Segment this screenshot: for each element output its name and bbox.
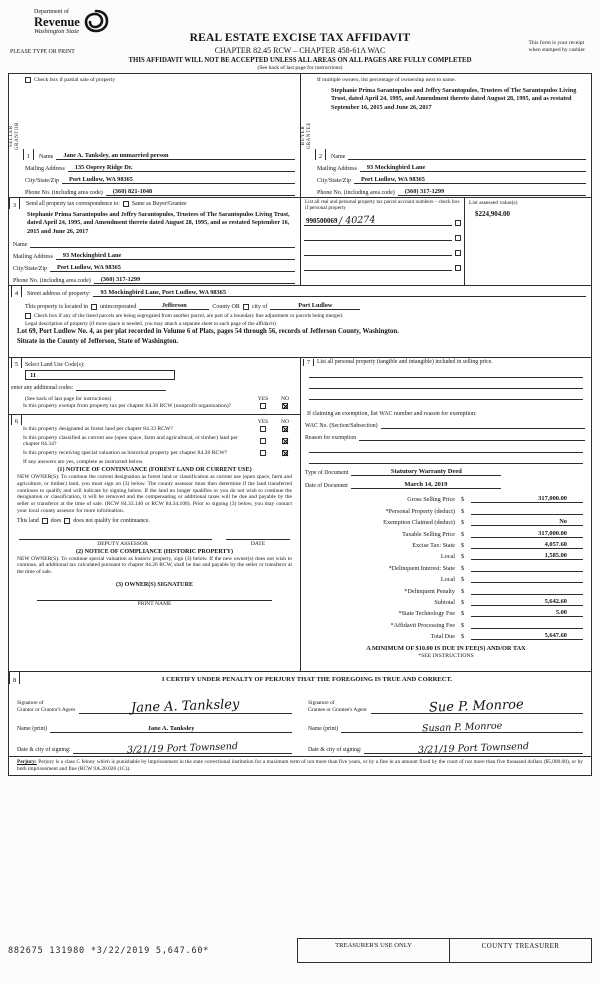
sections-5-6-7 xyxy=(9,358,591,672)
gross-selling-price-row xyxy=(301,492,591,503)
grantor-date-city-field[interactable] xyxy=(73,741,292,756)
correspondence-name-label: Name xyxy=(13,242,28,248)
section-3 xyxy=(9,198,591,286)
section-5 xyxy=(9,358,300,415)
current-use-no-checkbox[interactable] xyxy=(282,438,288,444)
grantee-word: GRANTEE xyxy=(307,121,312,150)
doc-date-row xyxy=(301,477,591,490)
segregated-checkbox[interactable] xyxy=(25,313,31,319)
seller-fields xyxy=(21,74,300,197)
does-not-label: does not qualify for continuance. xyxy=(73,517,150,524)
current-use-question-row xyxy=(9,434,300,449)
total-due-row xyxy=(301,629,591,640)
parcel-personal-checkbox-1[interactable] xyxy=(455,220,461,226)
excise-tax-local-row xyxy=(301,549,591,560)
grantor-name-print-cell xyxy=(9,714,300,733)
seller-grantor-vertical-label xyxy=(9,122,21,150)
same-as-buyer-checkbox[interactable] xyxy=(123,201,129,207)
wac-label: WAC No. (Section/Subsection) xyxy=(305,423,378,429)
notice-continuance-title: (1) NOTICE OF CONTINUANCE (FOREST LAND OR CURRENT USE) xyxy=(57,467,252,474)
parcel-personal-checkbox-4[interactable] xyxy=(455,265,461,271)
doc-type-row xyxy=(301,464,591,477)
seller-name-row xyxy=(21,149,300,161)
section-5-number: 5 xyxy=(11,358,22,368)
doc-date-field[interactable]: March 14, 2019 xyxy=(351,481,501,489)
exempt-question-text: Is this property exempt from property tax per chapter 84.36 RCW (nonprofit organization)? xyxy=(23,403,232,409)
county-or-label: County OR xyxy=(212,304,240,310)
grantee-name-print-cell xyxy=(300,714,591,733)
delinquent-penalty-field[interactable] xyxy=(471,594,583,595)
personal-property-line-1[interactable] xyxy=(309,367,583,378)
state-technology-fee-row xyxy=(301,606,591,617)
seller-phone-row xyxy=(21,185,300,197)
parties-section xyxy=(9,74,591,198)
dollar-sign: $ xyxy=(461,576,465,584)
correspondence-name-field[interactable] xyxy=(30,247,295,248)
dollar-sign: $ xyxy=(461,633,465,641)
correspondence-mailing-field[interactable]: 93 Mockingbird Lane xyxy=(56,252,295,260)
section-1-number: 1 xyxy=(23,149,34,160)
land-use-row xyxy=(9,358,300,369)
seller-mailing-row xyxy=(21,161,300,173)
grantor-name-print-value: Jane A. Tanksley xyxy=(147,725,195,732)
forest-question-row xyxy=(9,425,300,434)
correspondence-mailing-row xyxy=(9,249,300,261)
gross-selling-price-label: Gross Selling Price xyxy=(407,496,455,504)
reason-field[interactable] xyxy=(359,433,585,441)
unincorporated-label: unincorporated xyxy=(100,304,137,310)
date-city-row xyxy=(9,733,591,754)
minimum-fee-note: A MINIMUM OF $10.00 IS DUE IN FEE(S) AND/OR TAX xyxy=(366,645,526,653)
buyer-city-label: City/State/Zip xyxy=(317,178,351,184)
subtotal-row xyxy=(301,595,591,606)
section-8 xyxy=(9,672,591,756)
additional-codes-field[interactable] xyxy=(76,383,166,391)
parcel-personal-checkbox-3[interactable] xyxy=(455,250,461,256)
doc-date-label: Date of Document xyxy=(305,483,348,489)
dollar-sign: $ xyxy=(461,530,465,538)
forest-no-checkbox[interactable] xyxy=(282,426,288,432)
correspondence-city-label: City/State/Zip xyxy=(13,266,47,272)
seller-word: SELLER xyxy=(9,124,14,147)
affidavit-form-body xyxy=(8,73,592,776)
exempt-question-row xyxy=(9,402,300,411)
assessed-values-panel xyxy=(465,198,591,285)
seller-phone-label: Phone No. (including area code) xyxy=(25,190,103,196)
correspondence-label: Send all property tax correspondence to: xyxy=(26,200,120,207)
personal-property-deduct-row xyxy=(301,503,591,514)
seller-city-label: City/State/Zip xyxy=(25,178,59,184)
buyer-phone-field[interactable]: (360) 317-1299 xyxy=(398,188,586,196)
parcel-row-3 xyxy=(304,241,461,256)
form-header xyxy=(0,0,600,73)
buyer-name-row xyxy=(313,149,591,161)
affidavit-processing-fee-field[interactable] xyxy=(471,628,583,629)
section-7 xyxy=(301,358,591,671)
dollar-sign: $ xyxy=(461,621,465,629)
correspondence-phone-label: Phone No. (including area code) xyxy=(13,278,91,284)
bottom-strip xyxy=(8,938,592,963)
grantor-date-city-cell xyxy=(9,733,300,754)
reason-line-3[interactable] xyxy=(309,453,583,464)
buyer-city-field[interactable]: Port Ludlow, WA 98365 xyxy=(354,176,586,184)
correspondence-header-row xyxy=(9,198,300,209)
delinquent-penalty-row xyxy=(301,583,591,594)
gross-selling-price-field[interactable]: 317,000.00 xyxy=(471,495,583,503)
section-6 xyxy=(9,415,300,671)
grantor-agent-label: Grantor or Grantor's Agent xyxy=(17,706,76,713)
section-4 xyxy=(9,286,591,358)
city-of-checkbox[interactable] xyxy=(243,304,249,310)
seller-name-field[interactable]: Jane A. Tanksley, an unmarried person xyxy=(56,152,295,160)
grantee-name-print-value: Susan P. Monroe xyxy=(421,720,503,735)
forest-question-text: Is this property designated as forest land per chapter 84.33 RCW? xyxy=(23,426,173,432)
this-land-label: This land xyxy=(17,517,39,524)
buyer-word: BUYER xyxy=(301,125,306,146)
delinquent-interest-state-field[interactable] xyxy=(471,571,583,572)
treasurer-strip xyxy=(297,938,592,963)
form-title: REAL ESTATE EXCISE TAX AFFIDAVIT xyxy=(189,32,411,44)
delinquent-interest-local-field[interactable] xyxy=(471,582,583,583)
subtotal-label: Subtotal xyxy=(434,598,455,606)
delinquent-interest-local-label: Local xyxy=(440,576,455,584)
land-does-not-checkbox[interactable] xyxy=(64,518,70,524)
signature-of-label: Signature of xyxy=(308,700,335,707)
current-use-yes-checkbox[interactable] xyxy=(260,438,266,444)
buyer-phone-row xyxy=(313,185,591,197)
parcel-numbers-panel xyxy=(301,198,465,285)
personal-property-deduct-label: *Personal Property (deduct) xyxy=(385,507,455,515)
name-print-row xyxy=(9,714,591,733)
correspondence-name-printed: Stephanie Prima Sarantopulos and Jeffry Sarantopulos, Trustees of The Sarantopulos Living Trust, dated April 24, 1995, and Amendment thereto dated August 28, 1995, and as restated September 16, 2015 and June 26, 2017 xyxy=(27,211,290,235)
delinquent-interest-state-row xyxy=(301,560,591,571)
buyer-grantee-vertical-label xyxy=(301,122,313,149)
historic-question-text: Is this property receiving special valuation as historical property per chapter 84.26 RCW? xyxy=(23,449,228,456)
street-address-field[interactable]: 93 Mockingbird Lane, Port Ludlow, WA 98365 xyxy=(93,289,586,297)
dollar-sign: $ xyxy=(461,507,465,515)
reason-line-2[interactable] xyxy=(309,442,583,453)
dor-logo xyxy=(34,9,109,35)
signature-of-label: Signature of xyxy=(17,700,44,707)
name-print-label: Name (print) xyxy=(17,726,48,732)
multiple-owners-label: If multiple owners, list percentage of ownership next to name. xyxy=(317,76,457,83)
parcel-row-2 xyxy=(304,226,461,241)
affidavit-processing-fee-row xyxy=(301,617,591,628)
land-use-code-field[interactable]: 11 xyxy=(25,370,175,380)
parcel-personal-checkbox-2[interactable] xyxy=(455,235,461,241)
seller-city-field[interactable]: Port Ludlow, WA 98365 xyxy=(62,176,295,184)
section-7-number: 7 xyxy=(303,359,314,366)
grantor-signature-field[interactable] xyxy=(79,697,292,716)
cashier-stamp: 882675 131980 *3/22/2019 5,647.60* xyxy=(8,945,210,956)
property-location-row xyxy=(9,298,591,311)
parcel-number-field-4[interactable] xyxy=(304,270,452,271)
grantee-signature-field[interactable] xyxy=(371,697,583,716)
subtotal-field[interactable]: 5,642.60 xyxy=(471,598,583,606)
name-print-label: Name (print) xyxy=(308,726,339,732)
dollar-sign: $ xyxy=(461,496,465,504)
buyer-side-column xyxy=(301,74,313,197)
correspondence-name-row xyxy=(9,237,300,249)
correspondence-mailing-label: Mailing Address xyxy=(13,254,53,260)
certify-statement: I CERTIFY UNDER PENALTY OF PERJURY THAT THE FOREGOING IS TRUE AND CORRECT. xyxy=(161,676,453,683)
exempt-no-checkbox[interactable] xyxy=(282,403,288,409)
parcel-number-typed: 990500069 xyxy=(306,217,338,226)
dollar-sign: $ xyxy=(461,541,465,549)
taxable-selling-price-row xyxy=(301,526,591,537)
grantee-date-city-cell xyxy=(300,733,591,754)
parcel-row-4 xyxy=(304,256,461,271)
assessor-signature-lines xyxy=(9,524,300,540)
section-4-number: 4 xyxy=(11,286,22,297)
historic-yes-checkbox[interactable] xyxy=(260,450,266,456)
seller-name-label: Name xyxy=(39,154,54,160)
unincorporated-checkbox[interactable] xyxy=(91,304,97,310)
exemption-claimed-field[interactable]: No xyxy=(471,518,583,526)
street-address-row xyxy=(9,286,591,298)
state-technology-fee-label: *State Technology Fee xyxy=(398,610,455,618)
logo-state-line: Washington State xyxy=(34,27,80,35)
multiple-owners-row xyxy=(313,74,591,85)
county-treasurer-cell: COUNTY TREASURER xyxy=(481,942,560,950)
owners-signature-label: (3) OWNER(S) SIGNATURE xyxy=(115,581,194,588)
seller-mailing-label: Mailing Address xyxy=(25,166,65,172)
exempt-yes-checkbox[interactable] xyxy=(260,403,266,409)
buyer-name-printed: Stephanie Prima Sarantopulos and Jeffry Sarantopulos, Trustees of The Sarantopulos Living Trust, dated April 24, 1995, and Amendment thereto dated August 28, 1995, and as restated September 16, 2015 and June 26, 2017 xyxy=(331,87,577,111)
grantor-word: GRANTOR xyxy=(15,121,20,150)
street-address-label: Street address of property: xyxy=(27,291,91,297)
section-3-number: 3 xyxy=(9,198,20,209)
buyer-phone-label: Phone No. (including area code) xyxy=(317,190,395,196)
seller-phone-field[interactable]: (360) 821-1048 xyxy=(106,188,295,196)
buyer-name-label: Name xyxy=(331,154,346,160)
perjury-clause xyxy=(9,756,591,775)
taxable-selling-price-label: Taxable Selling Price xyxy=(402,530,455,538)
reason-row xyxy=(301,430,591,442)
additional-codes-row xyxy=(9,381,300,392)
assessor-line-labels xyxy=(9,540,300,547)
total-due-field[interactable]: 5,647.60 xyxy=(471,632,583,640)
receipt-note-line1: This form is your receipt xyxy=(528,40,585,46)
yes-header-6: YES xyxy=(257,419,269,425)
partial-sale-checkbox[interactable] xyxy=(25,77,31,83)
seller-side-column xyxy=(9,74,21,197)
assessed-value: $224,904.00 xyxy=(475,210,510,218)
perjury-label: Perjury: xyxy=(17,759,37,765)
grantor-name-print-field[interactable] xyxy=(50,725,292,733)
please-type-or-print: PLEASE TYPE OR PRINT xyxy=(10,49,75,55)
situate-text: Situate in the County of Jefferson, State of Washington. xyxy=(17,338,179,346)
logo-dept-line: Department of xyxy=(34,9,69,15)
excise-tax-state-row xyxy=(301,538,591,549)
personal-property-label: List all personal property (tangible and intangible) included in selling price. xyxy=(317,359,493,366)
buyer-mailing-label: Mailing Address xyxy=(317,166,357,172)
taxable-selling-price-field[interactable]: 317,000.00 xyxy=(471,530,583,538)
historic-no-checkbox[interactable] xyxy=(282,450,288,456)
buyer-city-row xyxy=(313,173,591,185)
does-label: does xyxy=(50,517,62,524)
legal-description-text: Lot 69, Port Ludlow No. 4, as per plat recorded in Volume 6 of Plats, pages 54 through 56, records of Jefferson County, Washington. xyxy=(17,328,399,335)
logo-revenue-name: Revenue xyxy=(34,14,80,29)
correspondence-phone-field[interactable]: (360) 317-1299 xyxy=(94,276,295,284)
personal-property-deduct-field[interactable] xyxy=(471,514,583,515)
receipt-note-line2: when stamped by cashier. xyxy=(528,47,586,53)
grantee-date-city-field[interactable] xyxy=(364,741,583,756)
section-8-number: 8 xyxy=(9,672,20,684)
dor-logo-text xyxy=(34,9,80,35)
chapter-line: CHAPTER 82.45 RCW – CHAPTER 458-61A WAC xyxy=(214,46,386,55)
section-2-number: 2 xyxy=(315,149,326,160)
legal-description-intro: Legal description of property (if more space is needed, you may attach a separate sheet to each page of the affidavit) xyxy=(25,320,276,327)
wac-row xyxy=(301,418,591,430)
land-qualify-row xyxy=(9,515,300,524)
partial-sale-row xyxy=(21,74,300,85)
excise-tax-local-field[interactable]: 1,585.00 xyxy=(471,552,583,560)
print-name-label: PRINT NAME xyxy=(137,600,172,607)
dollar-sign: $ xyxy=(461,553,465,561)
doc-type-label: Type of Document xyxy=(305,470,349,476)
dollar-sign: $ xyxy=(461,598,465,606)
exemption-claimed-row xyxy=(301,515,591,526)
state-technology-fee-field[interactable]: 5.00 xyxy=(471,609,583,617)
date-city-label: Date & city of signing: xyxy=(308,747,362,753)
excise-tax-state-field[interactable]: 4,057.60 xyxy=(471,541,583,549)
affidavit-processing-fee-label: *Affidavit Processing Fee xyxy=(390,621,455,629)
seller-spacer xyxy=(21,85,300,149)
see-instructions-note: *SEE INSTRUCTIONS xyxy=(418,653,474,660)
parcel-row-1 xyxy=(304,211,461,226)
section6-yes-no-header xyxy=(9,415,300,425)
assessor-date-label: DATE xyxy=(250,540,266,547)
parcel-numbers-header: List all real and personal property tax parcel account numbers – check box if personal property xyxy=(305,199,460,212)
buyer-fields xyxy=(313,74,591,197)
grantor-signature-cell xyxy=(9,684,300,714)
section5-see-back-note: (See back of last page for instructions) xyxy=(25,396,112,402)
grantee-name-print-field[interactable] xyxy=(341,720,583,735)
excise-tax-state-label: Excise Tax: State xyxy=(412,541,455,549)
grantee-signature-cell xyxy=(300,684,591,714)
seller-mailing-field[interactable]: 135 Osprey Ridge Dr. xyxy=(68,164,295,172)
delinquent-interest-state-label: *Delinquent Interest: State xyxy=(388,564,455,572)
no-header-6: NO xyxy=(280,419,290,425)
forest-yes-checkbox[interactable] xyxy=(260,426,266,432)
seller-city-row xyxy=(21,173,300,185)
correspondence-city-row xyxy=(9,261,300,273)
grantee-agent-label: Grantee or Grantee's Agent xyxy=(308,706,367,713)
city-of-label: city of xyxy=(251,304,268,310)
signature-row xyxy=(9,684,591,714)
if-yes-note: If any answers are yes, complete as instructed below. xyxy=(23,459,144,466)
personal-property-line-3[interactable] xyxy=(309,389,583,400)
treasurer-use-only-cell: TREASURER'S USE ONLY xyxy=(298,939,450,962)
buyer-mailing-field[interactable]: 93 Mockingbird Lane xyxy=(360,164,586,172)
personal-property-line-2[interactable] xyxy=(309,378,583,389)
same-as-buyer-label: Same as Buyer/Grantee xyxy=(131,200,187,207)
correspondence-phone-row xyxy=(9,273,300,285)
grantee-signature-script: Sue P. Monroe xyxy=(429,697,525,716)
grantor-signature-script: Jane A. Tanksley xyxy=(131,697,240,716)
no-header: NO xyxy=(280,396,290,402)
total-due-label: Total Due xyxy=(430,633,455,641)
grantee-signature-labels xyxy=(308,700,367,714)
land-does-checkbox[interactable] xyxy=(42,518,48,524)
notice-continuance-body: NEW OWNER(S): To continue the current designation as forest land or classification as current use (open space, farm and agriculture, or timber) land, you must sign on (3) below. The county assessor must then determine if the land transferred continues to qualify and will indicate by signing below. If the land no longer qualifies or you do not wish to continue the designation or classification, it will be removed and the compensating or additional taxes will be due and payable by the seller or transferor at the time of sale. (RCW 84.33.140 or RCW 84.34.108). Prior to signing (3) below, you may contact your local county assessor for more information. xyxy=(17,474,292,514)
dollar-sign: $ xyxy=(461,564,465,572)
partial-sale-label: Check box if partial sale of property xyxy=(34,76,116,83)
excise-tax-local-label: Local xyxy=(440,553,455,561)
historic-question-row xyxy=(9,449,300,458)
buyer-mailing-row xyxy=(313,161,591,173)
assessed-values-label: List assessed value(s) xyxy=(469,200,518,206)
buyer-name-field[interactable] xyxy=(348,159,586,160)
city-field[interactable]: Port Ludlow xyxy=(270,302,360,310)
reason-label: Reason for exemption xyxy=(305,435,357,441)
dollar-sign: $ xyxy=(461,587,465,595)
notice-compliance-title: (2) NOTICE OF COMPLIANCE (HISTORIC PROPERTY) xyxy=(75,548,234,555)
delinquent-penalty-label: *Delinquent Penalty xyxy=(404,587,455,595)
segregated-label: Check box if any of the listed parcels are being segregated from another parcel, are part of a boundary line adjustment or parcels being merged. xyxy=(34,312,344,319)
buyer-panel xyxy=(301,74,591,197)
doc-type-field[interactable]: Statutory Warranty Deed xyxy=(351,468,501,476)
excise-tax-computation xyxy=(301,492,591,640)
exemption-claimed-label: Exemption Claimed (deduct) xyxy=(383,519,455,527)
certify-row xyxy=(9,672,591,684)
county-field[interactable]: Jefferson xyxy=(139,302,209,310)
located-in-label: This property is located in xyxy=(25,304,88,310)
notice-compliance-body: NEW OWNER(S): To continue special valuation as historic property, sign (3) below. If the new owner(s) does not wish to continue, all additional tax calculated pursuant to chapter 84.26 RCW, shall be due and payable by the seller or transferor at the time of sale. xyxy=(17,555,292,575)
land-use-label: Select Land Use Code(s): xyxy=(25,362,85,368)
grantor-signature-labels xyxy=(17,700,75,714)
dollar-sign: $ xyxy=(461,610,465,618)
grantor-date-city-value: 3/21/19 Port Townsend xyxy=(127,741,239,756)
exemption-intro: If claiming an exemption, list WAC number and reason for exemption: xyxy=(307,411,477,417)
left-column xyxy=(9,358,301,671)
dollar-sign: $ xyxy=(461,519,465,527)
current-use-question-text: Is this property classified as current use (open space, farm and agricultural, or timber) land per chapter 84.34? xyxy=(23,434,238,448)
personal-property-row xyxy=(301,358,591,367)
section-6-number: 6 xyxy=(11,415,22,425)
wac-field[interactable] xyxy=(381,421,585,429)
delinquent-interest-local-row xyxy=(301,572,591,583)
grantee-date-city-value: 3/21/19 Port Townsend xyxy=(418,741,530,756)
section5-yes-no-header xyxy=(9,392,300,402)
additional-codes-label: enter any additional codes: xyxy=(11,385,74,391)
dor-swirl-icon xyxy=(83,9,109,33)
date-city-label: Date & city of signing: xyxy=(17,747,71,753)
see-back-note: (See back of last page for instructions) xyxy=(257,64,343,71)
correspondence-city-field[interactable]: Port Ludlow, WA 98365 xyxy=(50,264,295,272)
parcel-number-handwritten: / 40274 xyxy=(339,214,376,228)
tax-correspondence-panel xyxy=(9,198,301,285)
receipt-note xyxy=(529,40,586,54)
seller-panel xyxy=(9,74,301,197)
perjury-text: Perjury is a class C felony which is punishable by imprisonment in the state correctional institution for a maximum term of not more than five years, or by a fine in an amount fixed by the court of not more than five thousand dollars ($5,000.00), or by both imprisonment and fine (RCW 9A.20.020 (1C)). xyxy=(17,759,583,772)
parcel-number-field-1[interactable] xyxy=(304,216,452,226)
segregated-row xyxy=(9,311,591,319)
yes-header: YES xyxy=(257,396,269,402)
deputy-assessor-label: DEPUTY ASSESSOR xyxy=(97,540,148,547)
completion-warning: THIS AFFIDAVIT WILL NOT BE ACCEPTED UNLESS ALL AREAS ON ALL PAGES ARE FULLY COMPLETED xyxy=(128,56,472,64)
